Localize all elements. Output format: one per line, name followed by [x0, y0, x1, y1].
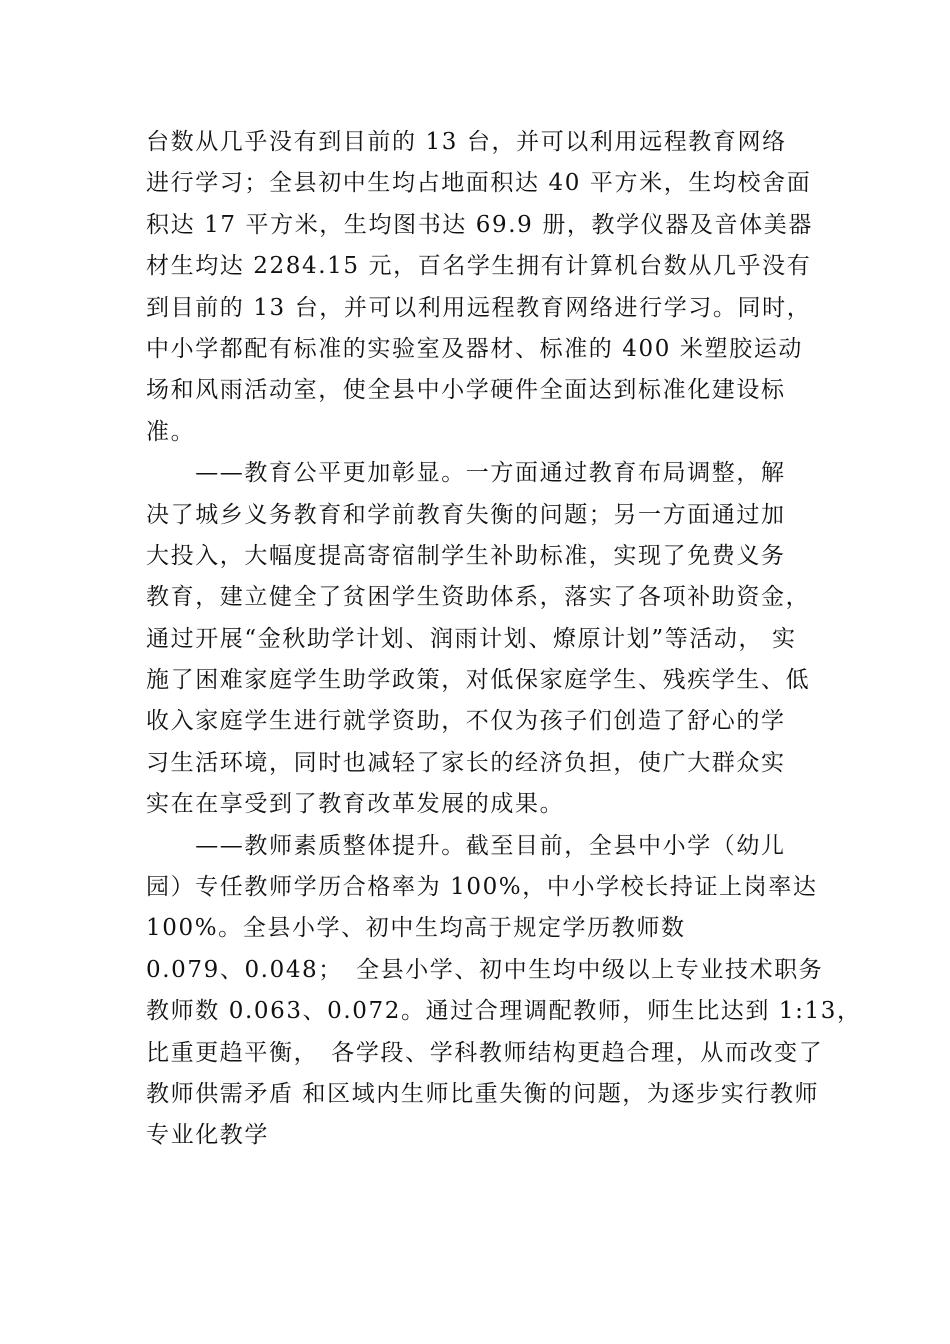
text-line: 准。	[146, 418, 196, 445]
text-line: 习生活环境，同时也减轻了家长的经济负担，使广大群众实	[146, 749, 786, 776]
paragraph-start-line: ——教师素质整体提升。截至目前，全县中小学（幼儿	[146, 832, 786, 859]
body-text	[146, 122, 862, 1157]
text-line: 实在在享受到了教育改革发展的成果。	[146, 791, 565, 818]
paragraph-start-line: ——教育公平更加彰显。一方面通过教育布局调整，解	[146, 460, 786, 487]
text-line: 教师供需矛盾 和区域内生师比重失衡的问题，为逐步实行教师	[146, 1080, 820, 1107]
text-line: 决了城乡义务教育和学前教育失衡的问题；另一方面通过加	[146, 501, 786, 528]
text-line: 积达 17 平方米，生均图书达 69.9 册，教学仪器及音体美器	[146, 211, 813, 238]
text-line: 施了困难家庭学生助学政策，对低保家庭学生、残疾学生、低	[146, 667, 811, 694]
text-line: 比重更趋平衡， 各学段、学科教师结构更趋合理，从而改变了	[146, 1039, 824, 1066]
text-line: 通过开展“金秋助学计划、润雨计划、燎原计划”等活动， 实	[146, 625, 797, 652]
text-line: 100%。全县小学、初中生均高于规定学历教师数	[146, 915, 686, 942]
text-line: 教育，建立健全了贫困学生资助体系，落实了各项补助资金，	[146, 584, 811, 611]
text-line: 教师数 0.063、0.072。通过合理调配教师，师生比达到 1:13，	[146, 998, 862, 1025]
text-line: 场和风雨活动室，使全县中小学硬件全面达到标准化建设标	[146, 377, 786, 404]
text-line: 台数从几乎没有到目前的 13 台，并可以利用远程教育网络	[146, 129, 787, 155]
text-line: 大投入，大幅度提高寄宿制学生补助标准，实现了免费义务	[146, 542, 786, 569]
text-line: 到目前的 13 台，并可以利用远程教育网络进行学习。同时，	[146, 294, 812, 321]
text-line: 专业化教学	[146, 1122, 269, 1149]
text-line: 园）专任教师学历合格率为 100%，中小学校长持证上岗率达	[146, 874, 818, 901]
text-line: 材生均达 2284.15 元，百名学生拥有计算机台数从几乎没有	[146, 253, 812, 280]
text-line: 进行学习；全县初中生均占地面积达 40 平方米，生均校舍面	[146, 170, 812, 197]
text-line: 中小学都配有标准的实验室及器材、标准的 400 米塑胶运动	[146, 335, 803, 362]
text-line: 收入家庭学生进行就学资助，不仅为孩子们创造了舒心的学	[146, 708, 786, 735]
text-line: 0.079、0.048； 全县小学、初中生均中级以上专业技术职务	[146, 956, 824, 983]
